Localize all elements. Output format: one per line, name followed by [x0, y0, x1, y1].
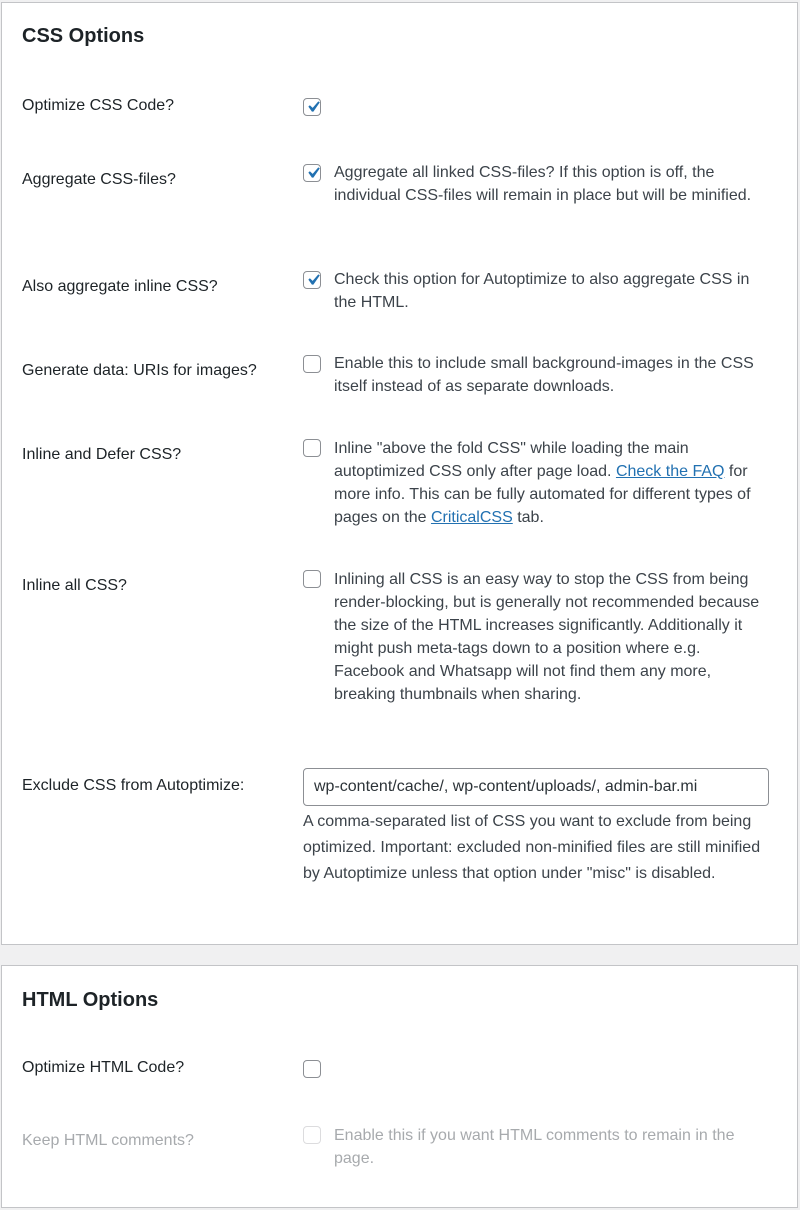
inline-defer-text-3: tab.	[512, 509, 544, 526]
inline-defer-text-2: for more info. This can be fully automated for different types of pages on the	[334, 463, 751, 526]
optimize-html-label: Optimize HTML Code?	[22, 1059, 185, 1076]
css-options-panel	[1, 2, 798, 945]
optimize-css-checkbox[interactable]	[303, 98, 321, 116]
keep-html-comments-label: Keep HTML comments?	[22, 1132, 194, 1149]
html-options-panel	[1, 965, 798, 1208]
inline-all-css-label: Inline all CSS?	[22, 577, 127, 594]
exclude-css-help: A comma-separated list of CSS you want to exclude from being optimized. Important: excluded non-minified files are still minified by Autoptimize unless that option under "misc" is disabled.	[303, 813, 761, 882]
criticalcss-link[interactable]: CriticalCSS	[430, 509, 513, 526]
checkmark-icon	[302, 162, 324, 184]
exclude-css-label: Exclude CSS from Autoptimize:	[22, 777, 245, 794]
css-options-title: CSS Options	[22, 25, 145, 47]
data-uris-label: Generate data: URIs for images?	[22, 362, 257, 379]
inline-all-css-checkbox[interactable]	[303, 570, 321, 588]
inline-defer-css-description	[334, 437, 774, 529]
aggregate-css-description: Aggregate all linked CSS-files? If this option is off, the individual CSS-files will remain in place but will be minified.	[334, 164, 752, 204]
aggregate-inline-css-checkbox[interactable]	[303, 271, 321, 289]
aggregate-css-label: Aggregate CSS-files?	[22, 171, 176, 188]
checkmark-icon	[302, 269, 324, 291]
keep-html-comments-checkbox[interactable]	[303, 1126, 321, 1144]
exclude-css-input[interactable]: wp-content/cache/, wp-content/uploads/, admin-bar.mi	[303, 768, 769, 806]
checkmark-icon	[302, 96, 324, 118]
check-faq-link[interactable]: Check the FAQ	[615, 463, 725, 480]
aggregate-css-checkbox[interactable]	[303, 164, 321, 182]
html-options-title: HTML Options	[22, 989, 159, 1011]
keep-html-comments-description: Enable this if you want HTML comments to remain in the page.	[334, 1127, 735, 1167]
data-uris-checkbox[interactable]	[303, 355, 321, 373]
optimize-css-label: Optimize CSS Code?	[22, 97, 175, 114]
data-uris-description: Enable this to include small background-images in the CSS itself instead of as separate downloads.	[334, 355, 754, 395]
aggregate-inline-css-label: Also aggregate inline CSS?	[22, 278, 218, 295]
aggregate-inline-css-description: Check this option for Autoptimize to also aggregate CSS in the HTML.	[334, 271, 750, 311]
inline-all-css-description: Inlining all CSS is an easy way to stop the CSS from being render-blocking, but is generally not recommended because the size of the HTML increases significantly. Additionally it might push meta-tags down to a position where e.g. Facebook and Whatsapp will not find them any more, breaking thumbnails when sharing.	[334, 571, 760, 703]
inline-defer-text-1: Inline "above the fold CSS" while loading the main autoptimized CSS only after page load.	[334, 440, 689, 480]
inline-defer-css-checkbox[interactable]	[303, 439, 321, 457]
inline-defer-css-label: Inline and Defer CSS?	[22, 446, 182, 463]
optimize-html-checkbox[interactable]	[303, 1060, 321, 1078]
